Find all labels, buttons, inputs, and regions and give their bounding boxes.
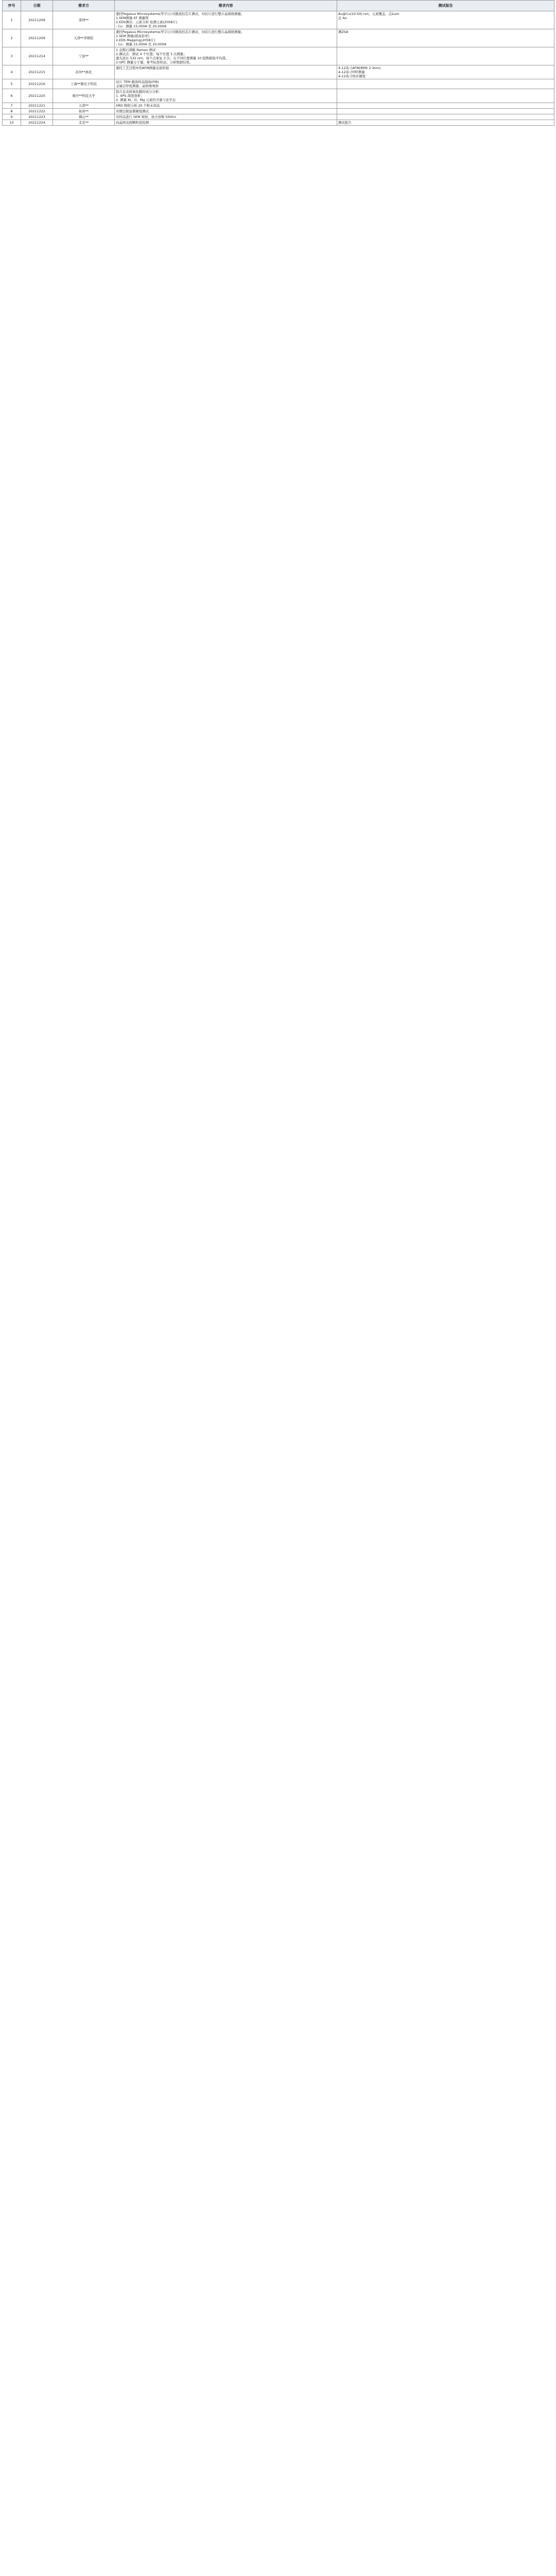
- cell-date: 20211221: [21, 103, 53, 109]
- table-row: [3, 29, 554, 47]
- cell-no: 3: [3, 47, 21, 65]
- cell-result: 4-12英寸AFM(RMS 2.3nm) 4-12英寸FRT测量 4-12英寸纳米硬度: [337, 65, 554, 79]
- cell-content: 对镀层做显微硬度测试: [115, 109, 337, 114]
- cell-region: 苏州**离化: [53, 65, 115, 79]
- cell-region: 重庆**科技大学: [53, 89, 115, 103]
- cell-date: 20211216: [21, 79, 53, 89]
- cell-content: 铝合金表面氧化膜的成分分析： 1. XPS 深度剖析； 2. 测量 Al、O、Mg 元素的含量与化学态: [115, 89, 337, 103]
- cell-region: 天津**华研院: [53, 29, 115, 47]
- cell-content: 对样品进行 SEM 观察，放大倍数 5000×: [115, 114, 337, 120]
- cell-content: XRD 物相分析 20 个粉末样品: [115, 103, 337, 109]
- cell-no: 1: [3, 11, 21, 29]
- cell-content: 委托Pegasus Microsystems(华宇)公司微流控芯片测试，对硅片进行整片晶圆级测量。 1.SEM测量 EF 测量图 2.EDS测试：元素分析 检测元素(2058片) - Cu：测量 15,000A 至 20,000A: [115, 11, 337, 29]
- cell-date: 20211220: [21, 89, 53, 103]
- cell-date: 20211209: [21, 11, 53, 29]
- cell-date: 20211209: [21, 29, 53, 47]
- cell-date: 20211215: [21, 65, 53, 79]
- cell-no: 6: [3, 89, 21, 103]
- table-header-row: [3, 1, 554, 11]
- header-region: 需求方: [53, 1, 115, 11]
- cell-region: 佛山**: [53, 114, 115, 120]
- cell-result: [337, 114, 554, 120]
- cell-result: 测试报告: [337, 120, 554, 126]
- cell-date: 20211214: [21, 47, 53, 65]
- header-no: 序号: [3, 1, 21, 11]
- table-row: [3, 114, 554, 120]
- table-row: [3, 79, 554, 89]
- cell-no: 2: [3, 29, 21, 47]
- table-row: [3, 120, 554, 126]
- table-row: [3, 103, 554, 109]
- cell-no: 7: [3, 103, 21, 109]
- cell-region: 深圳**: [53, 11, 115, 29]
- header-result: 测试报告: [337, 1, 554, 11]
- cell-region: 杭州**: [53, 109, 115, 114]
- cell-no: 5: [3, 79, 21, 89]
- table-body: [3, 11, 554, 126]
- cell-result: [337, 79, 554, 89]
- table-row: [3, 11, 554, 29]
- table-row: [3, 89, 554, 103]
- cell-region: 天津**: [53, 103, 115, 109]
- cell-region: 上海**微电子科技: [53, 79, 115, 89]
- cell-date: 20211223: [21, 114, 53, 120]
- cell-region: 北京**: [53, 120, 115, 126]
- cell-result: [337, 103, 554, 109]
- table-row: [3, 47, 554, 65]
- table-row: [3, 65, 554, 79]
- cell-result: [337, 109, 554, 114]
- cell-content: 委托Pegasus Microsystems(华宇)公司微流控芯片测试，对硅片进行整片晶圆级测量。 1.SEM 测量(超高倍率) 2.EDS Mapping(2058片) - Cu：测量 15,000A 至 20,000A: [115, 29, 337, 47]
- cell-content: 硅晶圆表面颗粒度检测: [115, 120, 337, 126]
- cell-no: 10: [3, 120, 21, 126]
- cell-region: 宁波**: [53, 47, 115, 65]
- header-date: 日期: [21, 1, 53, 11]
- cell-date: 20211224: [21, 120, 53, 126]
- cell-content: 委托工艺过程中的AFM测量表面形貌: [115, 65, 337, 79]
- cell-no: 8: [3, 109, 21, 114]
- cell-no: 9: [3, 114, 21, 120]
- cell-content: 1.金刚石薄膜 Raman 测试： 2.测试点：测试 4 个位置；每个位置 3 次测量； 激光波长 532 nm；每个点重复 3 次；在不同位置测量 10 组数据取平均值。 2.GPC 测量分子量；参考标准样品；分析数据结果。: [115, 47, 337, 65]
- cell-no: 4: [3, 65, 21, 79]
- cell-result: 测ZSA: [337, 29, 554, 47]
- requirements-table: [2, 0, 554, 126]
- cell-content: 硅片 TEM 截面样品制备(FIB) 金属层厚度测量；晶格像观察: [115, 79, 337, 89]
- header-content: 需求内容: [115, 1, 337, 11]
- table-row: [3, 109, 554, 114]
- cell-result: [337, 89, 554, 103]
- cell-result: [337, 47, 554, 65]
- cell-date: 20211222: [21, 109, 53, 114]
- cell-result: Au@Cu(10-50) nm，元素覆盖，点2um 总 Au: [337, 11, 554, 29]
